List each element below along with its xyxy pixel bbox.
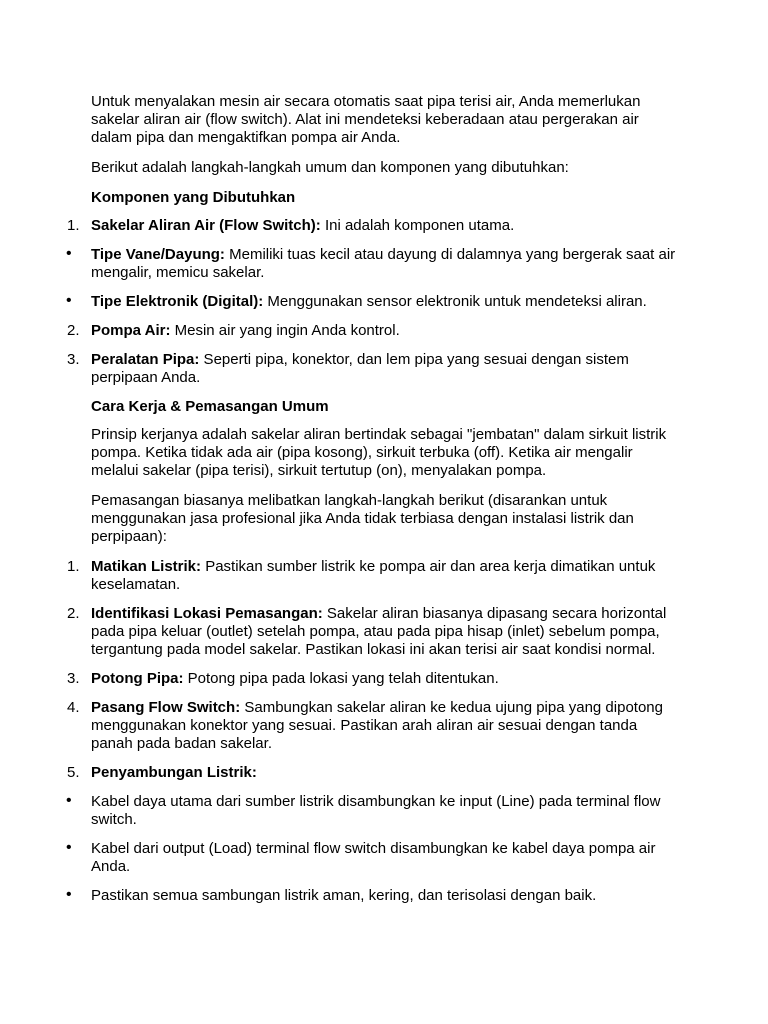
- list-item: [67, 558, 681, 594]
- bullet-marker: •: [66, 245, 72, 262]
- list-item: [67, 605, 681, 659]
- bullet-marker: •: [66, 886, 72, 903]
- item-text: Ini adalah komponen utama.: [320, 217, 515, 234]
- item-text: Pastikan sumber listrik ke pompa air dan area kerja dimatikan untuk keselamatan.: [91, 558, 656, 593]
- item-title: Pasang Flow Switch:: [91, 699, 241, 716]
- list-item: [66, 292, 681, 311]
- heading-components: Komponen yang Dibutuhkan: [91, 189, 296, 206]
- principle-paragraph: Prinsip kerjanya adalah sakelar aliran bertindak sebagai "jembatan" dalam sirkuit listrik pompa. Ketika tidak ada air (pipa kosong), sirkuit terbuka (off). Ketika air mengalir melalui sakelar (pipa terisi), sirkuit tertutup (on), menyalakan pompa.: [91, 426, 667, 479]
- item-text: Kabel daya utama dari sumber listrik disambungkan ke input (Line) pada terminal flow switch.: [91, 793, 661, 828]
- document-body: [66, 93, 681, 916]
- item-text: Seperti pipa, konektor, dan lem pipa yang sesuai dengan sistem perpipaan Anda.: [91, 351, 629, 386]
- list-item: [66, 792, 681, 829]
- list-marker: 1.: [67, 217, 80, 234]
- bullet-marker: •: [66, 292, 72, 309]
- item-text: Sakelar aliran biasanya dipasang secara horizontal pada pipa keluar (outlet) setelah pompa, atau pada pipa hisap (inlet) sebelum pompa, tergantung pada model sakelar. Pastikan lokasi ini akan terisi air saat kondisi normal.: [91, 605, 667, 658]
- list-item: [67, 699, 681, 753]
- item-title: Tipe Vane/Dayung:: [91, 246, 225, 263]
- list-marker: 4.: [67, 699, 80, 716]
- item-title: Sakelar Aliran Air (Flow Switch):: [91, 217, 321, 234]
- item-title: Potong Pipa:: [91, 670, 184, 687]
- item-text: Memiliki tuas kecil atau dayung di dalamnya yang bergerak saat air mengalir, memicu sakelar.: [91, 246, 676, 281]
- item-text: Pastikan semua sambungan listrik aman, kering, dan terisolasi dengan baik.: [91, 887, 597, 904]
- list-marker: 3.: [67, 670, 80, 687]
- list-item: [67, 322, 681, 340]
- item-title: Tipe Elektronik (Digital):: [91, 293, 264, 310]
- list-item: [67, 764, 681, 782]
- item-text: Mesin air yang ingin Anda kontrol.: [170, 322, 400, 339]
- item-title: Matikan Listrik:: [91, 558, 202, 575]
- list-marker: 2.: [67, 605, 80, 622]
- list-item: [66, 886, 681, 905]
- list-item: [67, 217, 681, 235]
- item-title: Pompa Air:: [91, 322, 171, 339]
- list-item: [66, 245, 681, 282]
- item-title: Penyambungan Listrik:: [91, 764, 257, 781]
- list-item: [67, 670, 681, 688]
- item-title: Identifikasi Lokasi Pemasangan:: [91, 605, 323, 622]
- list-marker: 3.: [67, 351, 80, 368]
- list-marker: 2.: [67, 322, 80, 339]
- intro-paragraph-2: Berikut adalah langkah-langkah umum dan komponen yang dibutuhkan:: [91, 159, 569, 176]
- item-text: Sambungkan sakelar aliran ke kedua ujung pipa yang dipotong menggunakan konektor yang sesuai. Pastikan arah aliran air sesuai dengan tanda panah pada badan sakelar.: [91, 699, 663, 752]
- list-item: [67, 351, 681, 387]
- list-marker: 1.: [67, 558, 80, 575]
- item-text: Potong pipa pada lokasi yang telah ditentukan.: [183, 670, 499, 687]
- item-title: Peralatan Pipa:: [91, 351, 200, 368]
- installation-intro-paragraph: Pemasangan biasanya melibatkan langkah-langkah berikut (disarankan untuk menggunakan jasa profesional jika Anda tidak terbiasa dengan instalasi listrik dan perpipaan):: [91, 492, 634, 545]
- intro-paragraph-1: Untuk menyalakan mesin air secara otomatis saat pipa terisi air, Anda memerlukan sakelar aliran air (flow switch). Alat ini mendeteksi keberadaan atau pergerakan air dalam pipa dan mengaktifkan pompa air Anda.: [91, 93, 641, 146]
- item-text: Kabel dari output (Load) terminal flow switch disambungkan ke kabel daya pompa air Anda.: [91, 840, 656, 875]
- bullet-marker: •: [66, 792, 72, 809]
- list-item: [66, 839, 681, 876]
- item-text: Menggunakan sensor elektronik untuk mendeteksi aliran.: [263, 293, 647, 310]
- heading-how-it-works: Cara Kerja & Pemasangan Umum: [91, 398, 329, 415]
- bullet-marker: •: [66, 839, 72, 856]
- list-marker: 5.: [67, 764, 80, 781]
